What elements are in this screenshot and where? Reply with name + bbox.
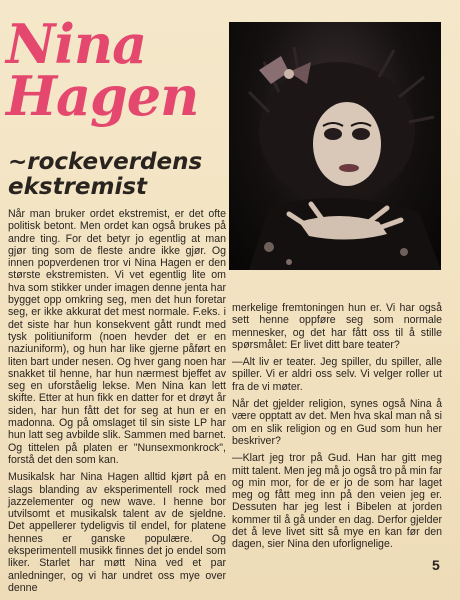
body-paragraph: merkelige fremtoningen hun er. Vi har også sett henne oppføre seg som normale mennesker, og det har fått oss til å stille spørsmålet: Er livet ditt bare teater? xyxy=(232,302,442,351)
body-paragraph: —Alt liv er teater. Jeg spiller, du spiller, alle spiller. Vi er aldri oss selv. Vi velger roller ut fra de vi møter. xyxy=(232,356,442,393)
article-body-right-column xyxy=(232,302,442,556)
subtitle-line-2: ekstremist xyxy=(8,174,148,200)
title-line-1: Nina xyxy=(6,12,147,76)
title-line-2: Hagen xyxy=(6,64,199,128)
body-paragraph: Når det gjelder religion, synes også Nina å være opptatt av det. Men hva skal man nå si om en slik religion og en Gud som hun her beskriver? xyxy=(232,398,442,447)
article-body-left-column xyxy=(8,208,226,599)
article-title xyxy=(6,12,236,128)
page-number: 5 xyxy=(432,557,440,573)
body-paragraph: Musikalsk har Nina Hagen alltid kjørt på en slags blanding av eksperimentell rock med jazzelementer og new wave. I henne bor utvilsomt et musikalsk talent av de sjeldne. Det appellerer tydeligvis til endel, for platene hennes er ganske populære. Og eksperimentell musikk finnes det jo endel som liker. Starlet har møtt Nina ved et par anledninger, og vi har undret oss mye over denne xyxy=(8,471,226,594)
body-paragraph: Når man bruker ordet ekstremist, er det ofte politisk betont. Men ordet kan også brukes på andre ting. For det betyr jo egentlig at man gjør ting som de fleste andre ikke gjør. Og innen popverdenen tror vi Nina Hagen er den største ekstremisten. Vi vet egentlig lite om hva som stikker under imagen denne jenta har bygget opp omkring seg, men det hun foretar seg, er ikke akkurat det mest normale. F.eks. i det siste har hun konsekvent gått rundt med tysk politiuniform (noen hevder det er en naziuniform), og hun har like gjerne påført en liten bart under nesen. Og hver gang noen har snakket til henne, har hun nærmest bjeffet av seg en uforståelig lekse. Men Nina kan lett skifte. Etter at hun fikk en datter for et drøyt år siden, har hun fått det for seg at hun er en madonna. Og på omslaget til sin siste LP har hun latt seg avbilde slik. Sammen med barnet. Og tittelen på platen er "Nunsexmonkrock", forstå det den som kan. xyxy=(8,208,226,466)
article-subtitle xyxy=(8,150,228,200)
portrait-photo xyxy=(229,22,441,270)
subtitle-line-1: ~rockeverdens xyxy=(8,149,203,175)
body-paragraph: —Klart jeg tror på Gud. Han har gitt meg mitt talent. Men jeg må jo også tro på min far og min mor, for de er jo de som har laget meg og fått meg inn på den veien jeg er. Dessuten har jeg lest i Bibelen at jorden kommer til å gå under en dag. Derfor gjelder det å leve livet sitt så mye en kan før den dagen, sier Nina den uforlignelige. xyxy=(232,452,442,551)
